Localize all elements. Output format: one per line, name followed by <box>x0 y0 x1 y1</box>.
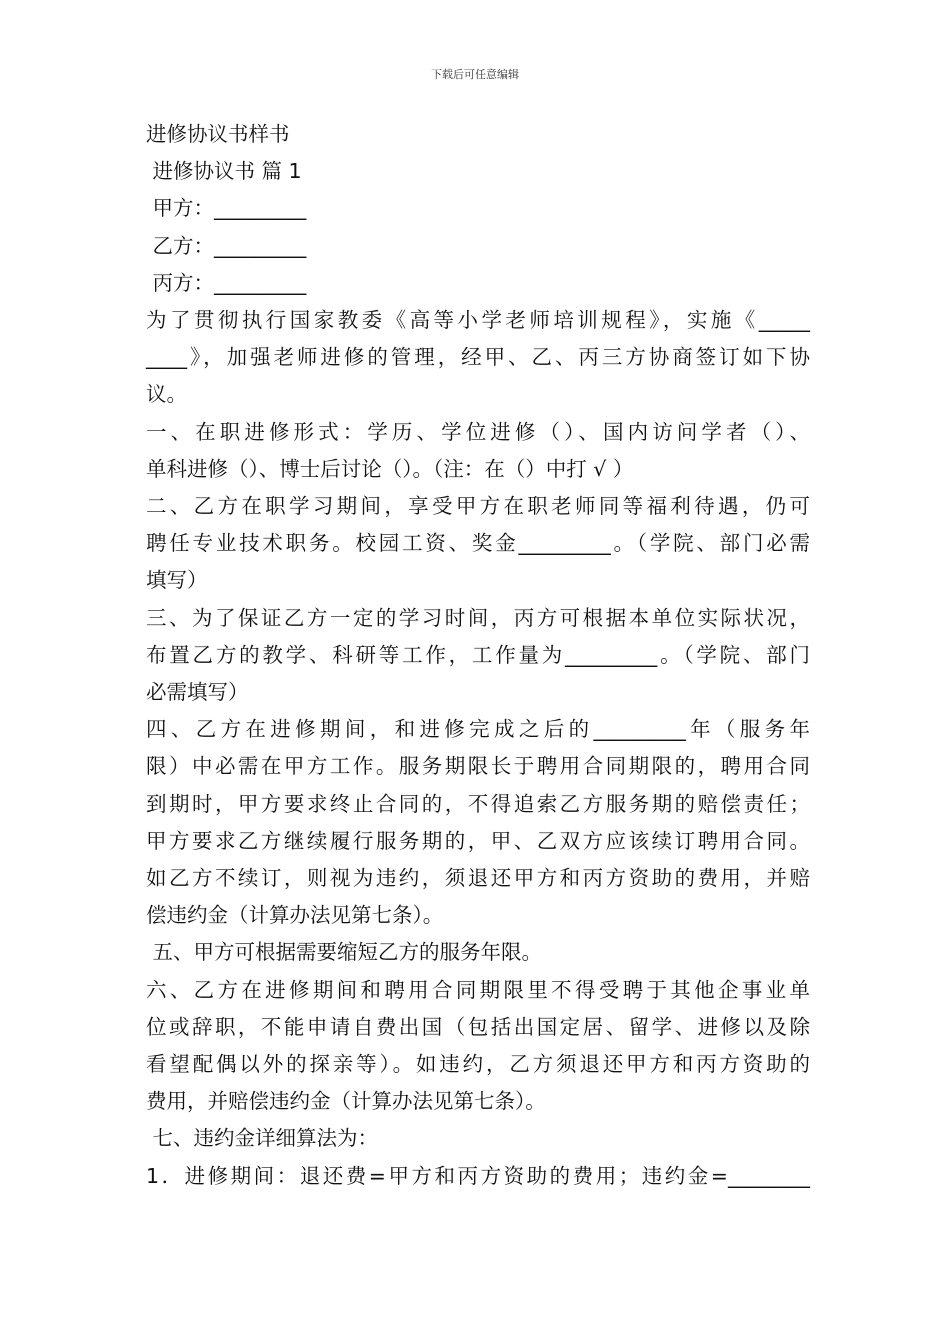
clause-4-line: 甲方要求乙方继续履行服务期的，甲、乙双方应该续订聘用合同。 <box>146 828 810 853</box>
clause-6-line: 位或辞职，不能申请自费出国（包括出国定居、留学、进修以及除 <box>146 1014 810 1039</box>
clause-6-line: 费用，并赔偿违约金（计算办法见第七条）。 <box>146 1089 546 1114</box>
clause-2-line: 填写） <box>146 568 208 593</box>
intro-paragraph-line: 为了贯彻执行国家教委《高等小学老师培训规程》，实施《_____ <box>146 308 810 333</box>
document-subtitle: 进修协议书 篇 1 <box>146 159 302 184</box>
clause-4-line: 如乙方不续订，则视为违约，须退还甲方和丙方资助的费用，并赔 <box>146 866 810 891</box>
clause-6-line: 六、乙方在进修期间和聘用合同期限里不得受聘于其他企事业单 <box>146 977 810 1002</box>
document-body <box>146 116 810 1195</box>
intro-paragraph-line: 议。 <box>146 382 187 407</box>
clause-7-line: 七、违约金详细算法为： <box>146 1126 379 1151</box>
clause-1-line: 一、在职进修形式：学历、学位进修（）、国内访问学者（）、 <box>146 419 810 444</box>
party-a-line: 甲方：_________ <box>146 196 307 221</box>
party-c-line: 丙方：_________ <box>146 270 307 295</box>
clause-5-line: 五、甲方可根据需要缩短乙方的服务年限。 <box>146 940 543 965</box>
clause-2-line: 二、乙方在职学习期间，享受甲方在职老师同等福利待遇，仍可 <box>146 494 810 519</box>
clause-4-line: 到期时，甲方要求终止合同的，不得追索乙方服务期的赔偿责任； <box>146 791 810 816</box>
clause-7-item-line: 1．进修期间：退还费=甲方和丙方资助的费用；违约金=________ <box>146 1163 810 1188</box>
clause-4-line: 四、乙方在进修期间，和进修完成之后的_________年（服务年 <box>146 717 810 742</box>
clause-3-line: 三、为了保证乙方一定的学习时间，丙方可根据本单位实际状况， <box>146 605 810 630</box>
clause-1-line: 单科进修（）、博士后讨论（）。（注：在（）中打 √ ） <box>146 456 634 481</box>
clause-6-line: 看望配偶以外的探亲等）。如违约，乙方须退还甲方和丙方资助的 <box>146 1052 810 1077</box>
clause-2-line: 聘任专业技术职务。校园工资、奖金_________。（学院、部门必需 <box>146 531 810 556</box>
page-header-note: 下载后可任意编辑 <box>431 68 519 81</box>
document-title: 进修协议书样书 <box>146 122 290 146</box>
party-b-line: 乙方：_________ <box>146 233 307 258</box>
clause-3-line: 必需填写） <box>146 680 249 705</box>
clause-3-line: 布置乙方的教学、科研等工作，工作量为_________。（学院、部门 <box>146 642 810 667</box>
clause-4-line: 偿违约金（计算办法见第七条）。 <box>146 903 444 928</box>
intro-paragraph-line: ____》，加强老师进修的管理，经甲、乙、丙三方协商签订如下协 <box>146 345 810 370</box>
clause-4-line: 限）中必需在甲方工作。服务期限长于聘用合同期限的，聘用合同 <box>146 754 810 779</box>
